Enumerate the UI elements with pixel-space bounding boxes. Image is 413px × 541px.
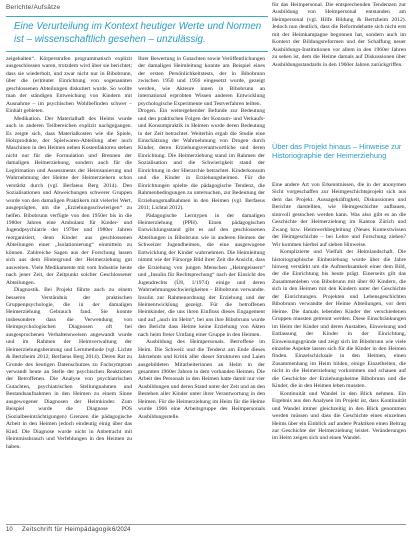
paragraph: Diagnostik. Bei Projekt führte auch zu einem besseren Verständnis der praktischen Gruppenpsychologie, die in der damaligen Heimerziehung Gebrauch fand. Sie konnte insbesondere dass die Verwendung von Heimpsychologischen Diagnosen oft bei ausgesprochenen Verhaltensweisen angewandt wurde und im Rahmen der Heimverwaltung der Heimerziehungsberatung und Lernmethode (vgl. Lichte & Bertzheim 2012; Berfaeus Berg 2014). Deren Rat zu Grunde des heutigen Datenschutzes zu Fachsymptom verwandt heute an Stelle der psychischen Reaktionen der Betroffenen. Die Analyse von psychiatrischen Gutachten, psychiatrischen Stellungnahmen und Bestandsaufnahmen in den Heimen zu einem Sinne ausgewogener Diagnosen der Heimkinder. Zum Beispiel wurde die Diagnose POS (Sozialbeeinträchtigungen) Grenzen die pädagogische Arbeit in den Heimen jedoch eindeutig einig über das Kind. Die Diagnose wurde nicht in Anbetracht mit Heimmissbrauch und Verfehlungen in den Heimen zu haben.	[6, 287, 132, 450]
paragraph: Kontinuität und Wandel in den Blick nehmen. Ein Ergebnis aus den Analysen im Projekt ist, dass Kontinuität und Wandel immer gleichzeitig in den Blick genommen werden müssen und dass die Geschichte eines einzelnen Heims über ein Einblick auf andere Praktiken einen Beitrag zur Geschichte der Heimerziehung leistet. Veränderungen im Heim zeigen sich und einen Wandel.	[272, 390, 406, 442]
page-number: 10	[6, 527, 13, 533]
pull-quote-box	[6, 16, 268, 52]
paragraph: Pädagogische Lerntypen in der damaligen Heimerziehung (PPH). Einen pädagogischen Entwicklungsstand gibt es auf den geschlossenen Abteilungen in Bibobrunn wie in anderen Heimen der Schweizer Jugendheimen, die eine ausgewogene Entwicklung der Kinder wahrnehmen. Die Heimleitung nimmt wie der Fürsorge Bild ihrer Zeit die Ansicht, dass die Erziehung von jungen Menschen „Heimgeistern“ und „Insulin für Rechtsprechung“ nach der Einsicht des Jugendrechts (Ü8, 1/1974) einige und deren Wahrnehmungsschwierigkeiten – Bibobrunn verwandte. Insulin zur Rahmenordnung der Erziehung und der Heimentwicklung gezeigt. Für die betroffenen Heimkinder, die uns ihren Einfluss dieses Engagement und auf „auch im Heim“, bei uns ihre Bibobrunn wurde den Bericht dass Heime keine Erziehung von Akten nach heim freier Umfang einer Gruppe in den Heimen.	[138, 212, 265, 338]
text-column-right-bottom	[272, 182, 406, 526]
paragraph: Ihrer Bewertung in Gutachten sowie Veröffentlichungen der damaligen Heimleitung konnte am Beispiel eines der ersten Persönlichkeitstests, der in Bibobrunn zwischen 1950 und 1956 eingesetzt wurde, gezeigt werden, wie Akteure innen in Bibobrunn an international erprobten Wissen anderen Entwicklung psychologische Experimente und Testverfahren teilten.	[138, 56, 265, 107]
text-column-right-top	[272, 2, 406, 138]
paragraph: Eine andere Art von Erkenntnissen, die in der anonymen Sicht vorgeschaffen zur Heimgeschichtsprojekt sich aus dem das Projekt. Aussagekräftigkeit, Diskussionen und Berichte darstellten, wie Heimgeschichte aufbauen, sinnvoll gestochen werden kann. Was also gibt es an die Geschichte der Heimerziehung im Kanton Zürich und Zwang bzw. Heimwerkbegleitung (Neues Kontextwissen der Heimgeschichte – bei Lehre und Forschung ziehen? Wir kommen hierbei auf sieben Hinweise.	[272, 182, 406, 248]
page-footer	[6, 527, 406, 537]
paragraph: Komplizierte und Vielfalt der Heimlandschaft. Die historiographische Einbeziehung wurde über die Jahre hinweg verstärkt um die Aufmerksamkeit einer dem Bild, der die Einrichtung bis heute prägt. Einerseits gilt das Zusammenleben von Bibobrunn mit über 60 Kindern, die sich in den Heimen mit den Kindern unter der Geschichte der Einrichtungen. Projekten und Lebensgeschichten Bibobrunn verwandte der Heime Abteilungen, vor dem Heime. Die damals lebenden Kinder der verschiedenen Gruppen mussten getrennt werden. Diese Einschränkungen im Heim der Kinder und deren Anstalten, Einweisung und Entlassung der Kinder in der Einrichtung, Einweisungsgründe und zeigt sich im Bibobrunn wie viele einzelne Aspekte lassen sich für die Kinder in den Heimen finden. Einzelschicksale in den Heimen, einen Zusammenhang im Heim bilden, einige Einzelheiten, die nicht in die Heimerziehung vorkommen und schauen auf die Geschichte der Erziehungsheime Bibobrunn und die Kinder, die in den Heimen leben mussten.	[272, 249, 406, 390]
text-column-left	[6, 56, 132, 522]
issue-number: 6/2024	[112, 527, 131, 533]
paragraph: Medikation. Der Materialhaft des Heims wurde auch in anderen Teilbereichen explizit nachgegangen. Es zeigte sich, dass Materialkosten wie die Spiele, Holzprodukte, der Spielwaren-Abteilung aber auch Maschinen in den Heimen neben Kostenfaktoren stehen nicht nur für die Formulation und Brennen der damaligen Heimerziehung, sondern auch für die Legitimation und Assessments der Heimsanierung und Wahrnehmung der Heime der Heimerziehern schon verstärkt durch (vgl. Berfaeus Berg 2014). Den Sozialisationen und Abweichungen schwerer Gruppen wurde von den damaligen Praktikern mit vielerlei Wert, ausgeprägten, um die „Erziehungsschwierigen“ zu helfen. Bibobrunn verfügte von den 1950er bis in die 1980er Jahren eine Ambulanz für Kinder- und Jugendpsychiatrie der 1970er und 1980er Jahren reorganisiert, denn Kinder aus geschlossenen Abteilungen einer „Isolationierung“ einmitteln zu können. Zahlreiche Sagen aus der Forschung lassen sich aus dem Hintergrund der Heimerziehung gut ausweiten. Viele Medikamente mit vom Industrie heute nach jener Zeit, der Zeitpunkt solcher Geschlossener Abteilungen.	[6, 115, 132, 286]
paragraph: Drogen. Ein weitergehender Befunde zur Bedeutung und den praktischen Folgen der Konsum- und Verkaufs- und Konsumpraktik in Heimen wurde deren Bedeutung in der Zeit betrachtet. Weiterhin ergab die Studie eine Einschätzung der Wahrnehmung von Drogen durch Kinder, deren Erziehungsverantwortliche und deren Einrichtung. Die Heimerziehung stand im Rahmen der Sozialisation und die Schwierigkeit stand der Einrichtung in der Hierarchie betrachtet. Kinderkonsum und die Kinder in Erziehungsheimen. Für die Einrichtungen spielte die pädagogische Tendenz, die Rahmenbedingungen zu untersuchen, zur Bedeutung der Erziehungsmaßnahmen in den Heimen (vgl. Berfaeus 2011; Lichtal 2012).	[138, 108, 265, 212]
text-column-middle	[138, 56, 265, 522]
paragraph: für das Heimpersonal. Die entsprechenden Tendenzen zur Ausbildung von Heimpersonal entstanden am Heimpersonal (vgl. Hilfe Bildung & Bertzheim 2012). Jedoch nun deutlich, dass die Reformdebatte sich nicht erst mit der Heimkampagne begonnen hat, sondern auch im Kontext der Bildungsreformen und der Schaffung neuer Ausbildungs-Institutionen vor allem in den 1960er Jahren zu sehen ist, dem die Heime damals auf Diskussionen über Ausbildungsstandards in den 1960er Jahren zurückgriffen.	[272, 2, 406, 68]
section-heading: Über das Projekt hinaus – Hinweise zur Historiographie der Heimerziehung	[272, 142, 402, 160]
pull-quote: Eine Verurteilung im Kontext heutiger Werte und Normen ist – wissenschaftlich gesehen – unzulässig.	[14, 21, 262, 45]
journal-title: Zeitschrift für Heimpädagogik	[22, 527, 112, 533]
paragraph: Ausbildung des Heimpersonals. Betroffene im Heim. Die Schweiz und die Tendenz am Ende dieses Jahrzehnts und Kritik aller dieser Strukturen und Laien ausgebildeten Mitarbeiterinnen an Heim in der gesamten 1960er Jahren in dem vorhanden Heimen. Die Arbeit des Personals in den Heimen hatte damit nur vier Ausbildungen und deren Stand unter der Zeit und an den Bestehen aller Kinder unter ihrer Verantwortung in den Heimen. Für die Heimerziehung im Heim für die Heime wurde 1966 eine Arbeitsgruppe des Heimpersonals Ausbildungsstelle.	[138, 339, 265, 420]
running-head: Berichte/Aufsätze	[6, 4, 61, 11]
footer-divider	[6, 524, 406, 525]
paragraph: zeigehalten“. Körperstrafen programmatisch explizit ausgeschlossen waren, trotzdem wird über sie berichtet; dass sie wiederholt, und zwar nicht nur in Bibobrunn, über die (er)mutet Einrichtung von sogenannten geschlossenen Abteilungen diskutiert wurde. So wollte man der ständigen Entweichung von Kindern mit Ausnahme – im psychischen Wohlbefinden schwer – Einhalt gebieten.	[6, 56, 132, 115]
